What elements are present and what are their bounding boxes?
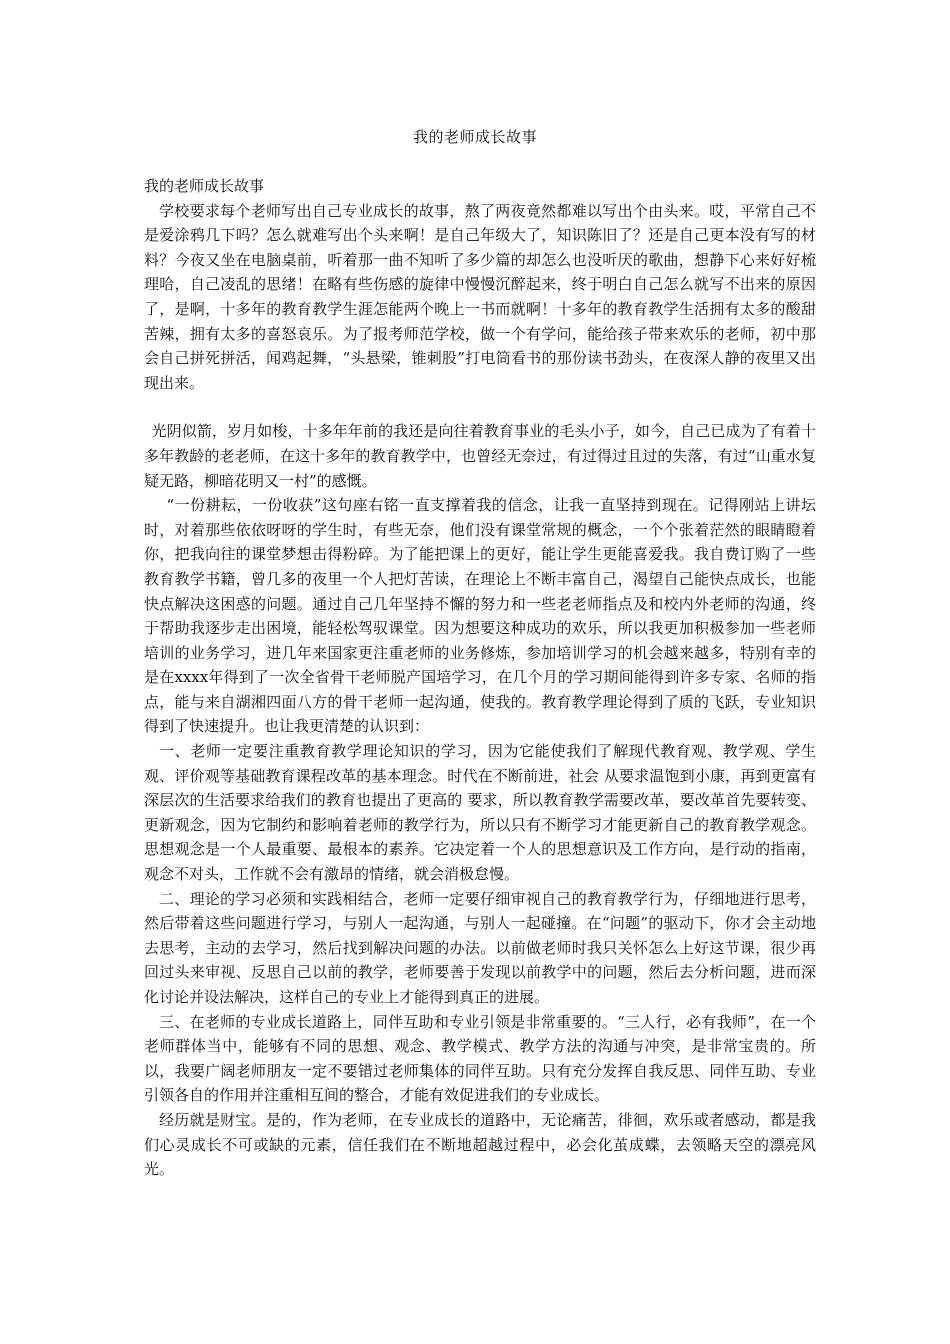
document-body — [144, 174, 816, 1182]
paragraph-conclusion: 经历就是财宝。是的，作为老师，在专业成长的道路中，无论痛苦，徘徊，欢乐或者感动，都是我们心灵成长不可或缺的元素，信任我们在不断地超越过程中，必会化茧成蝶，去领略天空的漂亮风光。 — [144, 1110, 816, 1179]
paragraph-point-three: 三、在老师的专业成长道路上，同伴互助和专业引领是非常重要的。“三人行，必有我师”，在一个老师群体当中，能够有不同的思想、观念、教学模式、教学方法的沟通与冲突，是非常宝贵的。所以，我要广阔老师朋友一定不要错过老师集体的同伴互助。只有充分发挥自我反思、同伴互助、专业引领各自的作用并注重相互间的整合，才能有效促进我们的专业成长。 — [144, 1012, 816, 1105]
document-subtitle: 我的老师成长故事 — [144, 177, 265, 195]
paragraph-gap — [144, 395, 816, 419]
paragraph-point-one: 一、老师一定要注重教育教学理论知识的学习，因为它能使我们了解现代教育观、教学观、学生观、评价观等基础教育课程改革的基本理念。时代在不断前进，社会 从要求温饱到小康，再到更富有深层次的生活要求给我们的教育也提出了更高的 要求，所以教育教学需要改革，要改革首先要转变、更新观念，因为它制约和影响着老师的教学行为，所以只有不断学习才能更新自己的教育教学观念。思想观念是一个人最重要、最根本的素养。它决定着一个人的思想意识及工作方向，是行动的指南，观念不对头，工作就不会有激昂的情绪，就会消极怠慢。 — [144, 742, 816, 884]
paragraph-point-two: 二、理论的学习必须和实践相结合，老师一定要仔细审视自己的教育教学行为，仔细地进行思考，然后带着这些问题进行学习，与别人一起沟通，与别人一起碰撞。在“问题”的驱动下，你才会主动地去思考，主动的去学习，然后找到解决问题的办法。以前做老师时我只关怀怎么上好这节课，很少再回过头来审视、反思自己以前的教学，老师要善于发现以前教学中的问题，然后去分析问题，进而深化讨论并设法解决，这样自己的专业上才能得到真正的进展。 — [144, 889, 816, 1006]
paragraph-motto: “一份耕耘，一份收获”这句座右铭一直支撑着我的信念，让我一直坚持到现在。记得刚站上讲坛时，对着那些依依呀呀的学生时，有些无奈，他们没有课堂常规的概念，一个个张着茫然的眼睛瞪着你，把我向往的课堂梦想击得粉碎。为了能把课上的更好，能让学生更能喜爱我。我自费订购了一些教育教学书籍，曾几多的夜里一个人把灯苦读，在理论上不断丰富自己，渴望自己能快点成长，也能快点解决这困惑的问题。通过自己几年坚持不懈的努力和一些老老师指点及和校内外老师的沟通，终于帮助我逐步走出困境，能轻松驾驭课堂。因为想要这种成功的欢乐，所以我更加积极参加一些老师培训的业务学习，进几年来国家更注重老师的业务修炼，参加培训学习的机会越来越多，特别有幸的是在xxxx年得到了一次全省骨干老师脱产国培学习，在几个月的学习期间能得到许多专家、名师的指点，能与来自湖湘四面八方的骨干老师一起沟通，使我的。教育教学理论得到了质的飞跃，专业知识得到了快速提升。也让我更清楚的认识到： — [144, 496, 816, 736]
document-title: 我的老师成长故事 — [412, 128, 537, 146]
paragraph-time-flies: 光阴似箭，岁月如梭，十多年年前的我还是向往着教育事业的毛头小子，如今，自己已成为了有着十多年教龄的老老师，在这十多年的教育教学中，也曾经无奈过，有过得过且过的失落，有过“山重水复疑无路，柳暗花明又一村”的感慨。 — [144, 422, 816, 490]
paragraph-intro: 学校要求每个老师写出自己专业成长的故事，熬了两夜竟然都难以写出个由头来。哎，平常自己不是爱涂鸦几下吗？怎么就难写出个头来啊！是自己年级大了，知识陈旧了？还是自己更本没有写的材料？今夜又坐在电脑桌前，听着那一曲不知听了多少篇的却怎么也没听厌的歌曲，想静下心来好好梳理哈，自己凌乱的思绪！在略有些伤感的旋律中慢慢沉醉起来，终于明白自己怎么就写不出来的原因了，是啊，十多年的教育教学生涯怎能两个晚上一书而就啊！十多年的教育教学生活拥有太多的酸甜苦辣，拥有太多的喜怒哀乐。为了报考师范学校，做一个有学问，能给孩子带来欢乐的老师，初中那会自己拼死拼活，闻鸡起舞，“头悬梁，锥刺股”打电筒看书的那份读书劲头，在夜深人静的夜里又出现出来。 — [144, 201, 816, 392]
